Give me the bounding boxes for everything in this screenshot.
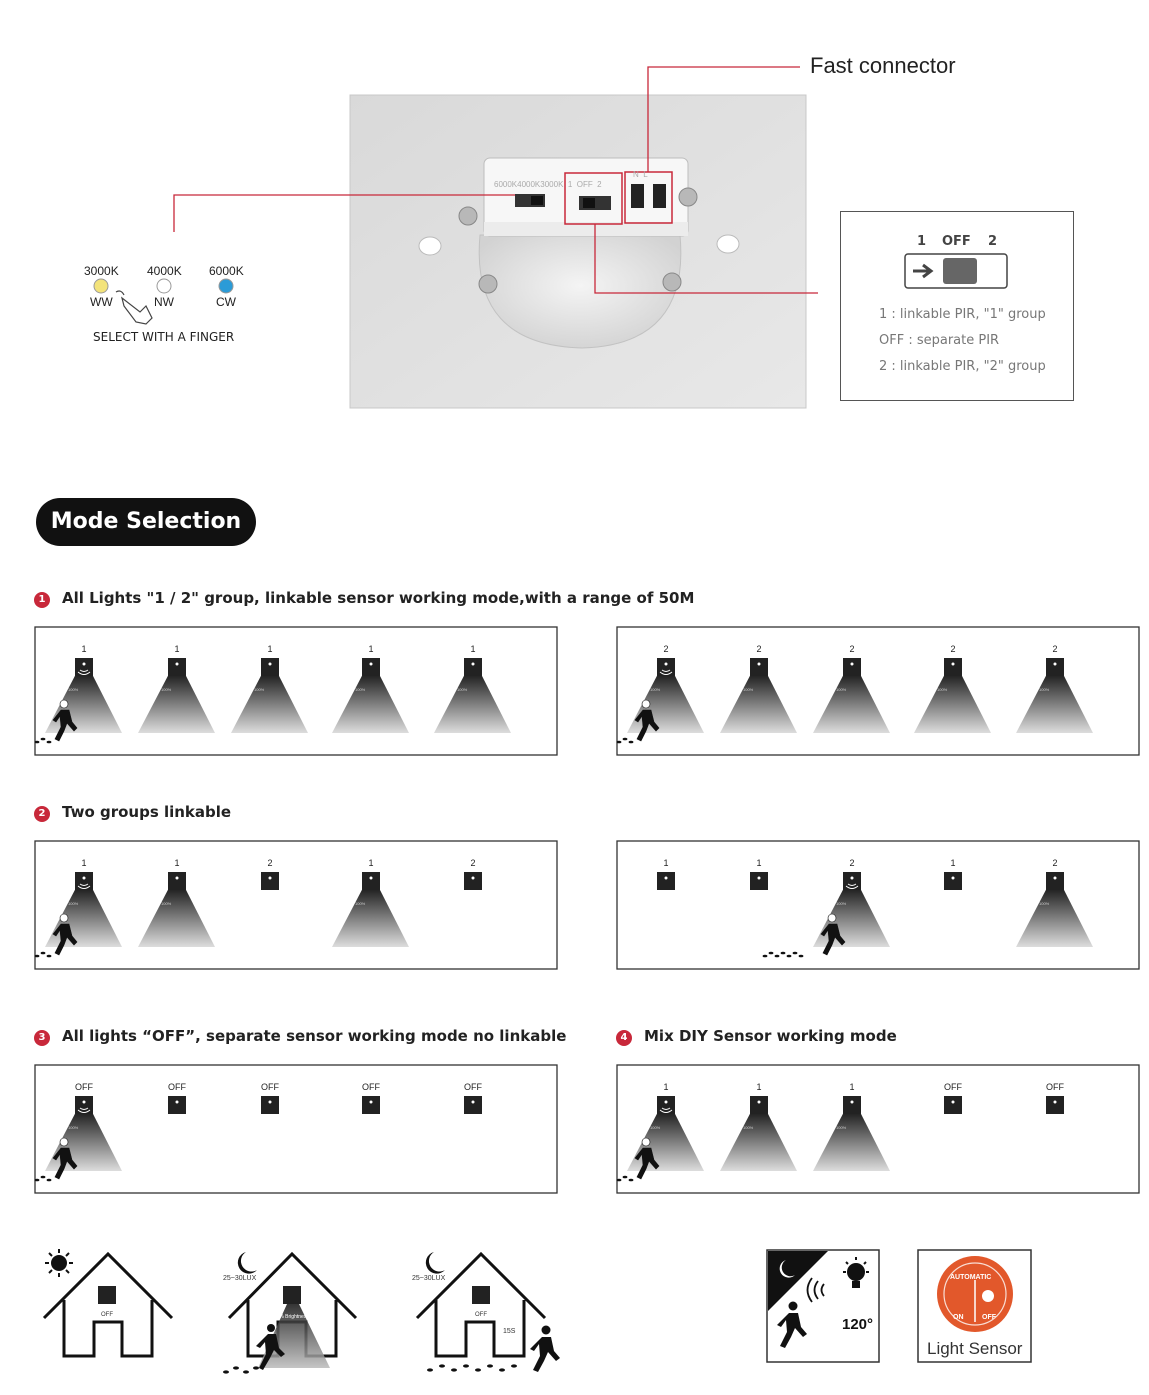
mount-hole-right — [717, 235, 739, 253]
lamp-group-label: 1 — [756, 858, 762, 868]
lamp-group-label: OFF — [75, 1082, 93, 1092]
mode-panel — [616, 626, 1140, 756]
badge-off-label: OFF — [982, 1314, 996, 1321]
mode-number-badge: 3 — [34, 1030, 50, 1046]
house-night-off — [417, 1254, 545, 1356]
mode-3-heading — [34, 1027, 566, 1046]
screw-icon — [479, 275, 497, 293]
mode-number-badge: 2 — [34, 806, 50, 822]
lamp-icon — [168, 872, 186, 890]
lamp-icon — [843, 658, 861, 676]
cct-cw-code: CW — [216, 295, 236, 309]
lamp-icon — [168, 658, 186, 676]
automatic-badge-label: AUTOMATIC — [950, 1274, 992, 1281]
mode-1-title: All Lights "1 / 2" group, linkable sensor working mode,with a range of 50M — [62, 589, 695, 607]
daylight-illustrations — [0, 1230, 1149, 1390]
cone-percent-label: 100% — [161, 687, 172, 692]
device-switch-label: 6000K4000K3000K 1 OFF 2 — [494, 180, 602, 189]
cone-percent-label: 100% — [937, 687, 948, 692]
switch-pos-1: 1 — [917, 234, 927, 249]
mode-1-heading — [34, 589, 694, 608]
lux-label-1: 25~30LUX — [223, 1275, 257, 1282]
lamp-group-label: 2 — [1052, 644, 1058, 654]
cone-percent-label: 100% — [1039, 901, 1050, 906]
lamp-icon — [98, 1286, 116, 1304]
mode-3-title: All lights “OFF”, separate sensor working mode no linkable — [62, 1027, 567, 1045]
mode-selection-title: Mode Selection — [36, 498, 256, 546]
delay-label: 15S — [503, 1328, 516, 1335]
lamp-icon — [944, 658, 962, 676]
lamp-icon — [472, 1286, 490, 1304]
screw-icon — [679, 188, 697, 206]
finger-icon — [116, 291, 152, 324]
cct-cw-temp: 6000K — [209, 264, 244, 278]
cct-nw-code: NW — [154, 295, 174, 309]
device-nl-label: N L — [633, 170, 648, 179]
lamp-group-label: OFF — [944, 1082, 962, 1092]
lamp-icon — [75, 872, 93, 890]
mode-panel — [34, 840, 558, 970]
lamp-group-label: 1 — [470, 644, 476, 654]
lamp-group-label: 1 — [174, 644, 180, 654]
mode-4-title: Mix DIY Sensor working mode — [644, 1027, 897, 1045]
lamp-group-label: 1 — [756, 1082, 762, 1092]
switch-info-box — [840, 211, 1074, 401]
lamp-group-label: 1 — [368, 858, 374, 868]
cone-percent-label: 100% — [68, 1125, 79, 1130]
cone-percent-label: 100% — [743, 687, 754, 692]
moon-icon — [426, 1252, 445, 1274]
connector-n — [631, 184, 644, 208]
mode-panel — [34, 1064, 558, 1194]
lamp-group-label: 2 — [470, 858, 476, 868]
switch-diagram — [903, 252, 1009, 290]
lamp-icon — [843, 872, 861, 890]
lamp-group-label: OFF — [1046, 1082, 1064, 1092]
cone-percent-label: 100% — [68, 687, 79, 692]
cone-percent-label: 100% — [355, 901, 366, 906]
lamp-icon — [464, 1096, 482, 1114]
lamp-group-label: 1 — [663, 1082, 669, 1092]
lamp-group-label: 2 — [950, 644, 956, 654]
cone-percent-label: 100% — [836, 901, 847, 906]
lamp-icon — [464, 658, 482, 676]
moon-icon — [238, 1252, 257, 1274]
switch-pos-2: 2 — [988, 234, 998, 249]
mode-panel — [34, 626, 558, 756]
connector-l — [653, 184, 666, 208]
walking-person-icon — [530, 1326, 560, 1373]
lamp-icon — [843, 1096, 861, 1114]
lamp-group-label: 2 — [663, 644, 669, 654]
lamp-group-label: OFF — [168, 1082, 186, 1092]
lamp-group-label: 2 — [267, 858, 273, 868]
cone-percent-label: 100% — [161, 901, 172, 906]
lamp-icon — [362, 1096, 380, 1114]
mode-number-badge: 1 — [34, 592, 50, 608]
lamp-group-label: OFF — [261, 1082, 279, 1092]
lamp-group-label: 1 — [849, 1082, 855, 1092]
cone-percent-label: 100% — [355, 687, 366, 692]
switch-pos-off: OFF — [942, 234, 971, 249]
lamp-state-1: OFF — [101, 1312, 113, 1318]
lamp-icon — [1046, 1096, 1064, 1114]
mode-2-heading — [34, 803, 231, 822]
lamp-icon — [750, 872, 768, 890]
cone-percent-label: 100% — [68, 901, 79, 906]
lamp-state-2: 100% Brightness — [271, 1314, 309, 1320]
lamp-icon — [944, 1096, 962, 1114]
lamp-icon — [168, 1096, 186, 1114]
lamp-icon — [657, 1096, 675, 1114]
sun-icon — [45, 1249, 73, 1277]
lamp-group-label: 1 — [174, 858, 180, 868]
cone-percent-label: 100% — [254, 687, 265, 692]
lamp-group-label: 2 — [756, 644, 762, 654]
lamp-icon — [657, 872, 675, 890]
mount-hole-left — [419, 237, 441, 255]
nw-dot — [157, 279, 171, 293]
cone-percent-label: 100% — [457, 687, 468, 692]
lamp-group-label: 1 — [950, 858, 956, 868]
lamp-group-label: 2 — [849, 858, 855, 868]
lamp-group-label: 1 — [81, 858, 87, 868]
lamp-group-label: 2 — [849, 644, 855, 654]
cone-percent-label: 100% — [650, 687, 661, 692]
cone-percent-label: 100% — [743, 1125, 754, 1130]
select-with-finger-label: SELECT WITH A FINGER — [93, 330, 235, 344]
sun-icon — [982, 1290, 994, 1302]
lamp-group-label: OFF — [362, 1082, 380, 1092]
lamp-icon — [657, 658, 675, 676]
lamp-group-label: 1 — [81, 644, 87, 654]
lux-label-2: 25~30LUX — [412, 1275, 446, 1282]
badge-on-label: ON — [953, 1314, 964, 1321]
lamp-icon — [944, 872, 962, 890]
sensor-angle-label: 120° — [842, 1316, 874, 1333]
mode-number-badge: 4 — [616, 1030, 632, 1046]
lamp-icon — [464, 872, 482, 890]
lamp-icon — [261, 1096, 279, 1114]
switch-slider — [943, 258, 977, 284]
lamp-group-label: 1 — [368, 644, 374, 654]
mode-4-heading — [616, 1027, 897, 1046]
cct-ww-temp: 3000K — [84, 264, 119, 278]
switch-info-line-3: 2 : linkable PIR, "2" group — [879, 359, 1046, 374]
footprints-icon — [223, 1366, 259, 1373]
lamp-icon — [750, 658, 768, 676]
ww-dot — [94, 279, 108, 293]
lamp-group-label: OFF — [464, 1082, 482, 1092]
cct-ww-code: WW — [90, 295, 113, 309]
mode-2-title: Two groups linkable — [62, 803, 232, 821]
lamp-state-3: OFF — [475, 1312, 487, 1318]
switch-info-line-2: OFF : separate PIR — [879, 333, 1000, 348]
lamp-icon — [362, 872, 380, 890]
cone-percent-label: 100% — [836, 1125, 847, 1130]
cone-percent-label: 100% — [1039, 687, 1050, 692]
lamp-icon — [1046, 872, 1064, 890]
mode-panel — [616, 1064, 1140, 1194]
mode-panel — [616, 840, 1140, 970]
lamp-icon — [362, 658, 380, 676]
screw-icon — [663, 273, 681, 291]
fast-connector-label: Fast connector — [810, 53, 956, 78]
light-sensor-caption: Light Sensor — [927, 1339, 1023, 1358]
cone-percent-label: 100% — [836, 687, 847, 692]
cw-dot — [219, 279, 233, 293]
lamp-group-label: 2 — [1052, 858, 1058, 868]
lamp-group-label: 1 — [267, 644, 273, 654]
lamp-icon — [261, 658, 279, 676]
lamp-icon — [750, 1096, 768, 1114]
switch-info-line-1: 1 : linkable PIR, "1" group — [879, 307, 1046, 322]
lamp-group-label: 1 — [663, 858, 669, 868]
cone-percent-label: 100% — [650, 1125, 661, 1130]
lamp-icon — [1046, 658, 1064, 676]
lamp-icon — [75, 658, 93, 676]
lamp-icon — [261, 872, 279, 890]
cct-nw-temp: 4000K — [147, 264, 182, 278]
lamp-icon — [283, 1286, 301, 1304]
lamp-icon — [75, 1096, 93, 1114]
footprints-icon — [427, 1364, 517, 1371]
screw-icon — [459, 207, 477, 225]
